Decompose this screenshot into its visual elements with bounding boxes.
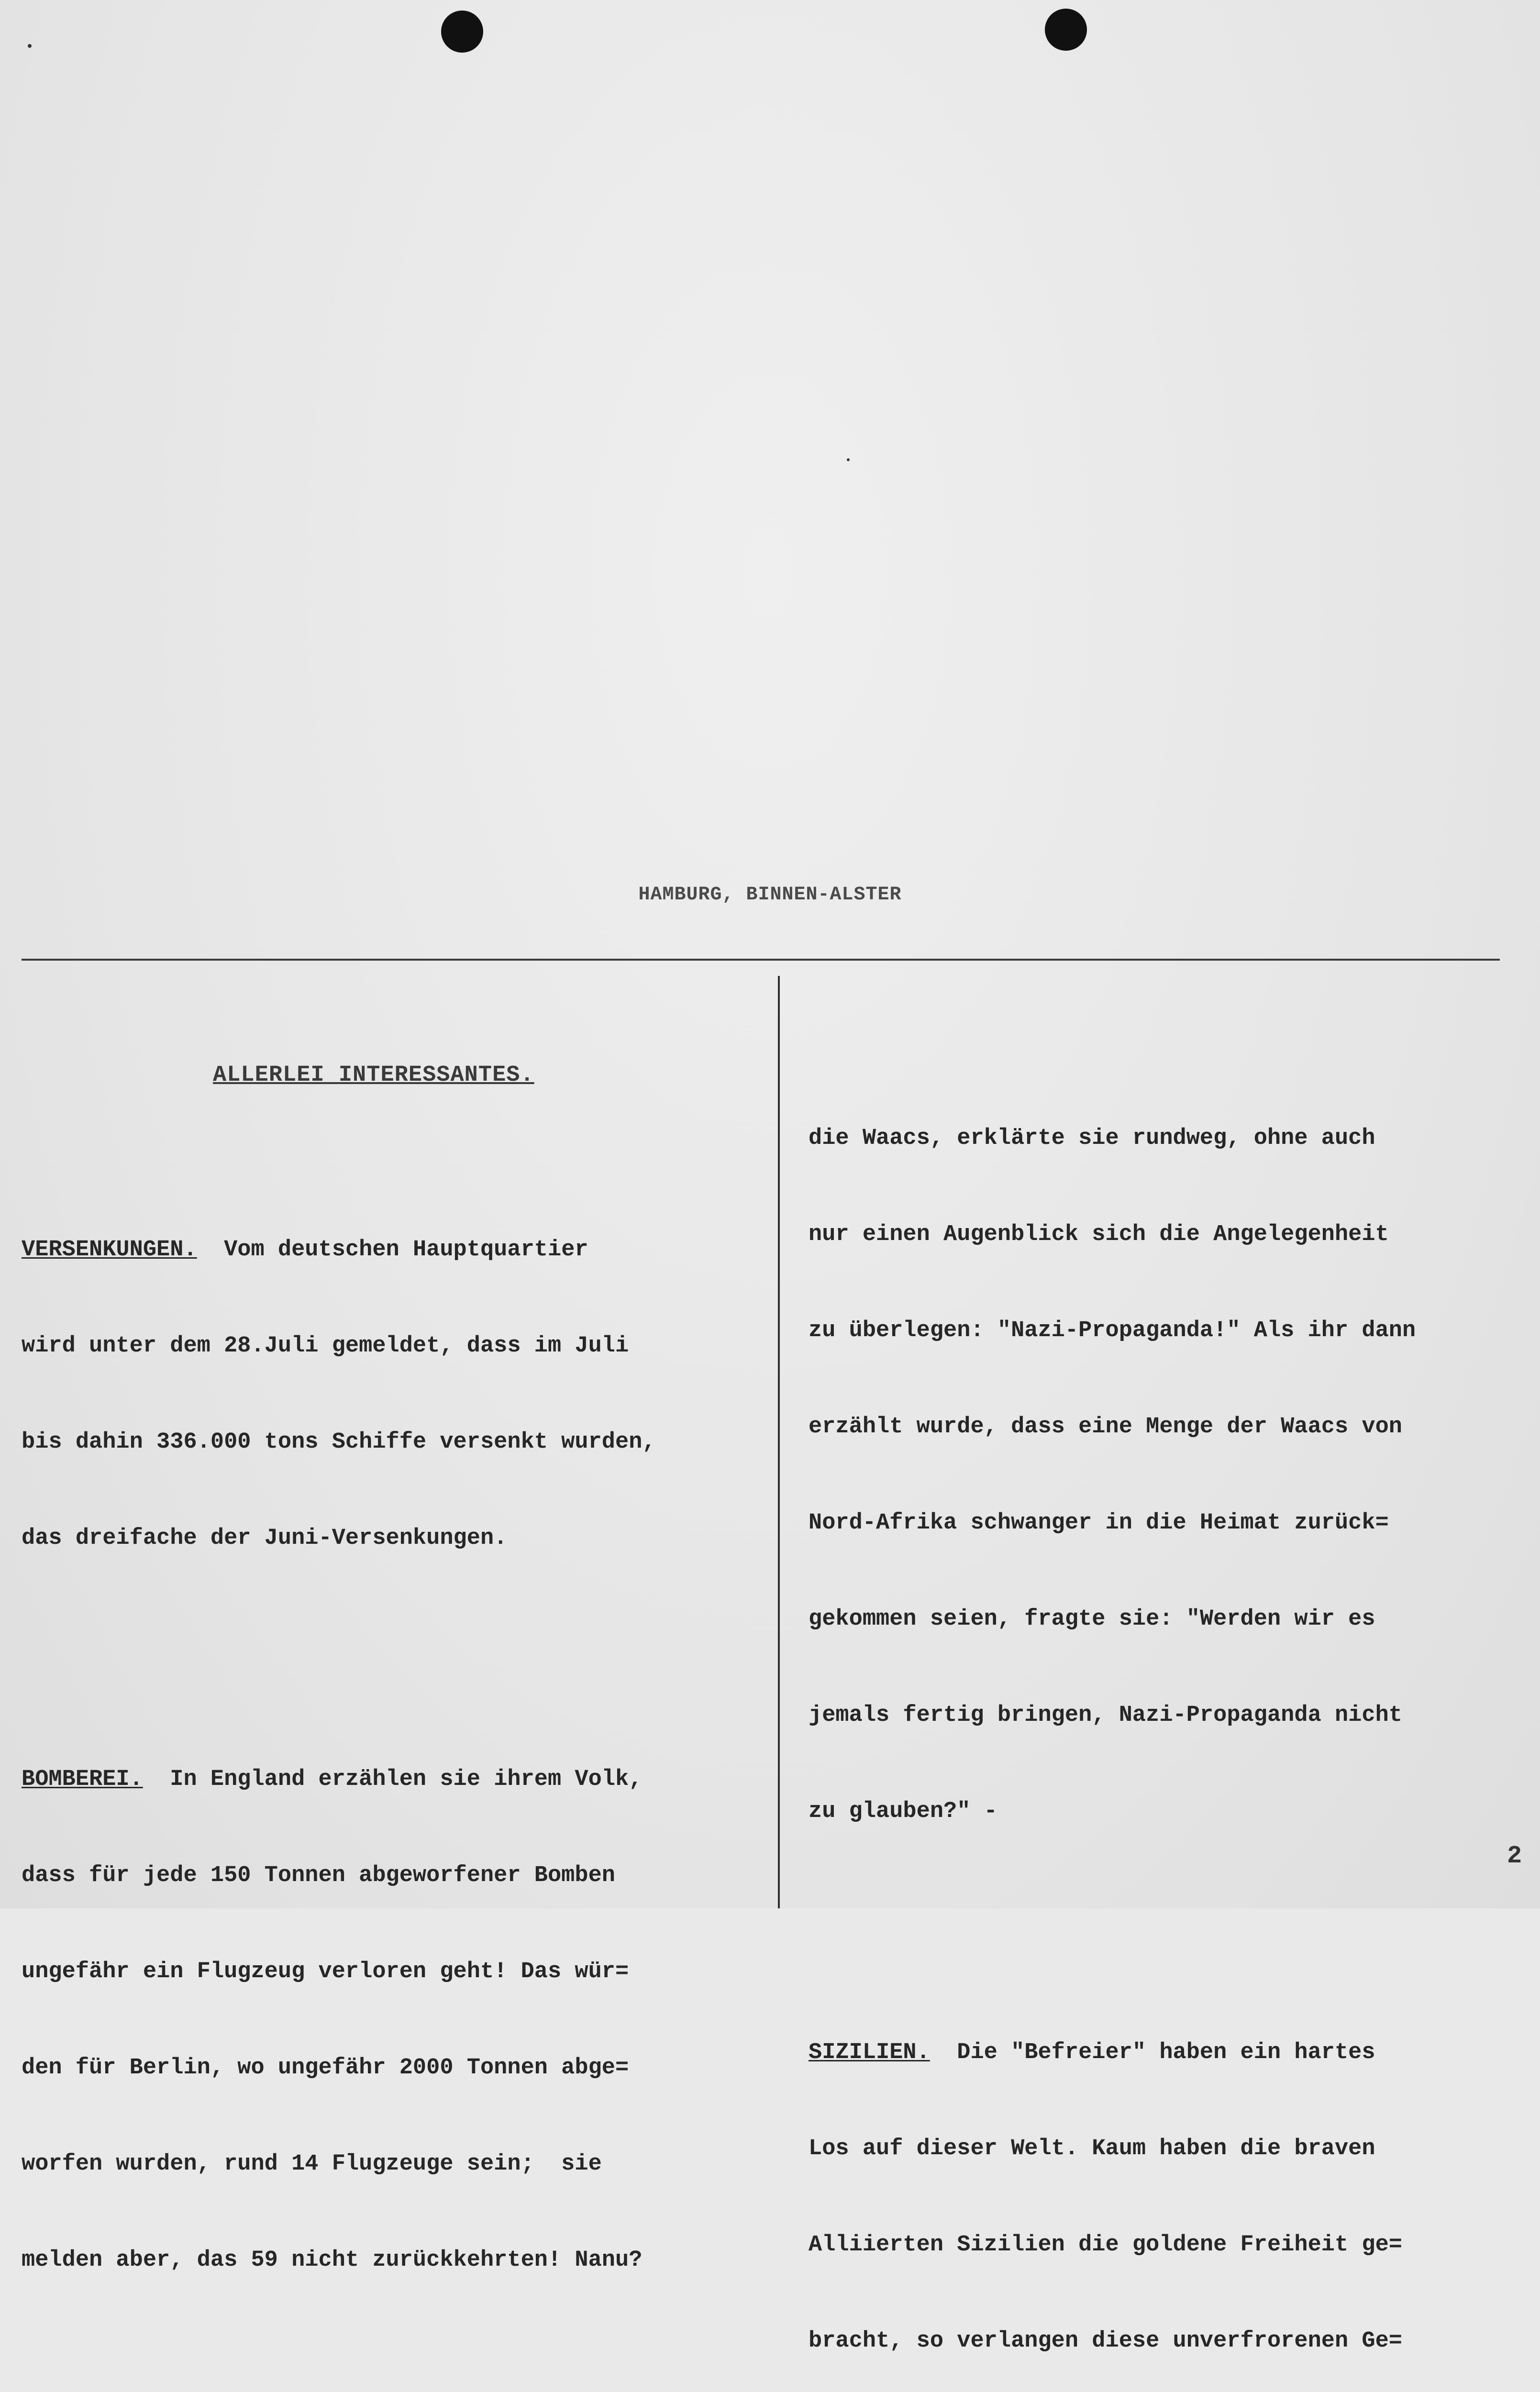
article-text-line: worfen wurden, rund 14 Flugzeuge sein; sie (22, 2151, 602, 2177)
article-versenkungen (22, 1170, 768, 1618)
article-text-line: dass für jede 150 Tonnen abgeworfener Bomben (22, 1863, 616, 1888)
article-text-line: bis dahin 336.000 tons Schiffe versenkt wurden, (22, 1429, 656, 1455)
article-lead: SIZILIEN. (809, 2040, 930, 2065)
article-text-line: zu überlegen: "Nazi-Propaganda!" Als ihr dann (809, 1318, 1416, 1343)
article-lead: BOMBEREI. (22, 1767, 143, 1792)
article-text-line: bracht, so verlangen diese unverfrorenen Ge= (809, 2328, 1403, 2354)
article-text-line: jemals fertig bringen, Nazi-Propaganda nicht (809, 1703, 1403, 1728)
article-text-line: Los auf dieser Welt. Kaum haben die braven (809, 2136, 1375, 2161)
page-number: 2 (1507, 1842, 1522, 1870)
punch-hole-right (1045, 9, 1087, 51)
article-text-line: Nord-Afrika schwanger in die Heimat zurück= (809, 1510, 1389, 1536)
article-text-line: erzählt wurde, dass eine Menge der Waacs von (809, 1414, 1403, 1440)
article-text-line: Die "Befreier" haben ein hartes (930, 2040, 1375, 2065)
article-text-line: die Waacs, erklärte sie rundweg, ohne auch (809, 1126, 1375, 1151)
article-text-line: Vom deutschen Hauptquartier (197, 1237, 588, 1262)
article-text-line: melden aber, das 59 nicht zurückkehrten! Nanu? (22, 2248, 643, 2273)
ink-speck (847, 458, 850, 461)
column-divider (778, 976, 780, 1908)
article-text-line: wird unter dem 28.Juli gemeldet, dass im Juli (22, 1333, 629, 1359)
article-text-line: Alliierten Sizilien die goldene Freiheit ge= (809, 2232, 1403, 2258)
photo-caption: HAMBURG, BINNEN-ALSTER (638, 884, 902, 906)
article-sizilien (809, 1972, 1526, 2392)
article-text-line: ungefähr ein Flugzeug verloren geht! Das wür= (22, 1959, 629, 1984)
article-text-line: zu glauben?" - (809, 1799, 997, 1824)
punch-hole-left (441, 11, 483, 53)
article-text-line: den für Berlin, wo ungefähr 2000 Tonnen abge= (22, 2055, 629, 2081)
left-column (22, 995, 768, 2392)
horizontal-rule (22, 959, 1500, 961)
article-text-line: das dreifache der Juni-Versenkungen. (22, 1526, 508, 1551)
ink-speck (28, 44, 32, 48)
article-text-line: nur einen Augenblick sich die Angelegenheit (809, 1222, 1389, 1247)
article-roosevelt-continued (809, 1058, 1526, 1892)
section-heading: ALLERLEI INTERESSANTES. (213, 1063, 534, 1088)
right-column (809, 994, 1526, 2392)
article-lead: VERSENKUNGEN. (22, 1237, 197, 1262)
article-bomberei (22, 1699, 768, 2340)
article-text-line: In England erzählen sie ihrem Volk, (143, 1767, 643, 1792)
article-text-line: gekommen seien, fragte sie: "Werden wir es (809, 1606, 1375, 1632)
